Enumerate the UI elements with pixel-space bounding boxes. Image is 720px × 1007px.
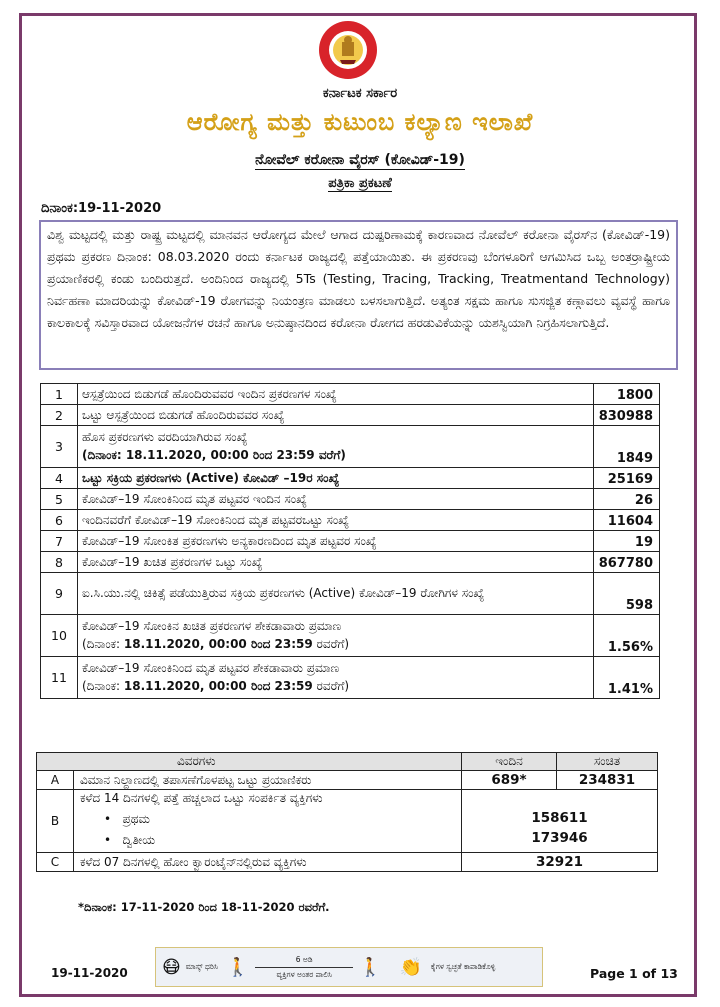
row-label: ಐ.ಸಿ.ಯು.ನಲ್ಲಿ ಚಿಕಿತ್ಸೆ ಪಡೆಯುತ್ತಿರುವ ಸಕ್ರಿಯ ಪ್ರಕರಣಗಳು (Active) ಕೋವಿಡ್–19 ರೋಗಿಗಳ ಸಂಖ್ಯೆ xyxy=(82,586,485,600)
details-table xyxy=(36,752,658,872)
details-header-row xyxy=(37,753,658,771)
footer-date: 19-11-2020 xyxy=(51,966,128,980)
table-row xyxy=(41,552,660,573)
row-value: 1849 xyxy=(594,426,660,468)
table-row xyxy=(41,510,660,531)
row-label: ಒಟ್ಟು ಆಸ್ಪತ್ರೆಯಿಂದ ಬಿಡುಗಡೆ ಹೊಂದಿರುವವರ ಸಂಖ್ಯೆ xyxy=(82,407,285,422)
press-release-text: ಪತ್ರಿಕಾ ಪ್ರಕಟಣೆ xyxy=(328,176,392,191)
row-label: ಕೋವಿಡ್–19 ಸೋಂಕಿನ ಖಚಿತ ಪ್ರಕರಣಗಳ ಶೇಕಡಾವಾರು ಪ್ರಮಾಣ xyxy=(82,619,342,633)
list-item-secondary: • ದ್ವಿತೀಯ xyxy=(104,833,156,847)
row-value: 1.41% xyxy=(594,657,660,699)
row-description xyxy=(78,657,594,699)
row-letter: B xyxy=(37,790,74,853)
secondary-label: ದ್ವಿತೀಯ xyxy=(122,833,156,847)
mask-icon: 😷 xyxy=(162,956,181,978)
row-description xyxy=(78,405,594,426)
table-row xyxy=(41,573,660,615)
date-prefix: (ದಿನಾಂಕ: xyxy=(82,679,124,693)
arrow-icon xyxy=(255,967,353,968)
row-description xyxy=(78,552,594,573)
date-suffix: ರವರೆಗೆ) xyxy=(312,679,350,693)
distance-text: ವ್ಯಕ್ತಿಗಳ ಅಂತರ ಪಾಲಿಸಿ xyxy=(276,969,332,979)
handwash-icon: 👏 xyxy=(399,956,423,978)
row-label: ಇಂದಿನವರೆಗೆ ಕೋವಿಡ್–19 ಸೋಂಕಿನಿಂದ ಮೃತ ಪಟ್ಟವರಒಟ್ಟು ಸಂಖ್ಯೆ xyxy=(82,512,350,527)
row-description xyxy=(78,573,594,615)
document-date: ದಿನಾಂಕ:19-11-2020 xyxy=(41,201,162,216)
row-number: 2 xyxy=(41,405,78,426)
row-label: ಒಟ್ಟು ಸಕ್ರಿಯ ಪ್ರಕರಣಗಳು (Active) ಕೋವಿಡ್ –19ರ ಸಂಖ್ಯೆ xyxy=(82,470,340,485)
row-description xyxy=(78,531,594,552)
row-label: ಕಳೆದ 14 ದಿನಗಳಲ್ಲಿ ಪತ್ತೆ ಹಚ್ಚಲಾದ ಒಟ್ಟು ಸಂಪರ್ಕಿತ ವ್ಯಕ್ತಿಗಳು xyxy=(80,791,323,805)
row-label: ಆಸ್ಪತ್ರೆಯಿಂದ ಬಿಡುಗಡೆ ಹೊಂದಿರುವವರ ಇಂದಿನ ಪ್ರಕರಣಗಳ ಸಂಖ್ಯೆ xyxy=(82,386,337,401)
row-number: 1 xyxy=(41,384,78,405)
distance-top-text: 6 ಅಡಿ xyxy=(295,954,313,964)
row-number: 3 xyxy=(41,426,78,468)
row-number: 8 xyxy=(41,552,78,573)
table-row xyxy=(41,531,660,552)
table-row xyxy=(41,615,660,657)
details-row-b xyxy=(37,790,658,853)
row-description xyxy=(78,489,594,510)
row-label: ಹೊಸ ಪ್ರಕರಣಗಳು ವರದಿಯಾಗಿರುವ ಸಂಖ್ಯೆ xyxy=(82,430,248,444)
table-row xyxy=(41,384,660,405)
row-letter: C xyxy=(37,853,74,872)
row-value: 11604 xyxy=(594,510,660,531)
primary-label: ಪ್ರಥಮ xyxy=(122,812,150,826)
date-range: 18.11.2020, 00:00 ರಿಂದ 23:59 xyxy=(123,679,313,693)
row-number: 6 xyxy=(41,510,78,531)
row-number: 9 xyxy=(41,573,78,615)
person-icon: 🚶 xyxy=(359,956,382,978)
row-value: 25169 xyxy=(594,468,660,489)
list-item-primary: • ಪ್ರಥಮ xyxy=(104,812,150,826)
primary-value: 158611 xyxy=(531,810,588,826)
table-row xyxy=(41,426,660,468)
row-label: ಕೋವಿಡ್–19 ಖಚಿತ ಪ್ರಕರಣಗಳ ಒಟ್ಟು ಸಂಖ್ಯೆ xyxy=(82,554,263,569)
details-row-a xyxy=(37,771,658,790)
intro-paragraph: ವಿಶ್ವ ಮಟ್ಟದಲ್ಲಿ ಮತ್ತು ರಾಷ್ಟ್ರ ಮಟ್ಟದಲ್ಲಿ ಮಾನವನ ಆರೋಗ್ಯದ ಮೇಲೆ ಆಗಾದ ದುಷ್ಪರಿಣಾಮಕ್ಕೆ ಕಾರಣವಾದ ನೋವೆಲ್ ಕರೋನಾ ವೈರಸ್‍ನ (ಕೋವಿಡ್-19) ಪ್ರಥಮ ಪ್ರಕರಣ ದಿನಾಂಕ: 08.03.2020 ರಂದು ಕರ್ನಾಟಕ ರಾಜ್ಯದಲ್ಲಿ ಪತ್ತೆಯಾಯಿತು. ಈ ಪ್ರಕರಣವು ಬೆಂಗಳೂರಿಗೆ ಆಗಮಿಸಿದ ಒಬ್ಬ ಅಂತರ್‍ರಾಷ್ಟ್ರೀಯ ಪ್ರಯಾಣಿಕರಲ್ಲಿ ಕಂಡು ಬಂದಿರುತ್ತದೆ. ಅಂದಿನಿಂದ ರಾಜ್ಯದಲ್ಲಿ 5Ts (Testing, Tracing, Tracking, Treatmentand Technology) ನಿರ್ವಹಣಾ ಮಾದರಿಯನ್ನು ಕೋವಿಡ್-19 ರೋಗವನ್ನು ನಿಯಂತ್ರಣ ಮಾಡಲು ಬಳಸಲಾಗುತ್ತಿದೆ. ಅತ್ಯಂತ ಸಕ್ಷಮ ಹಾಗೂ ಸುಸಜ್ಜಿತ ಕಣ್ಗಾವಲು ವ್ಯವಸ್ಥೆ ಹಾಗೂ ಕಾಲಕಾಲಕ್ಕೆ ಸವಿಸ್ತಾರವಾದ ಯೋಜನೆಗಳ ರಚನೆ ಹಾಗೂ ಅನುಷ್ಠಾನದಿಂದ ಕರೋನಾ ರೋಗದ ಹರಡುವಿಕೆಯನ್ನು ಯಶಸ್ವಿಯಾಗಿ ನಿಗ್ರಹಿಸಲಾಗುತ್ತಿದೆ. xyxy=(39,220,678,370)
awareness-banner xyxy=(155,947,543,987)
contacts-values xyxy=(462,790,658,853)
row-number: 10 xyxy=(41,615,78,657)
page-number: Page 1 of 13 xyxy=(590,966,678,981)
table-row xyxy=(41,657,660,699)
person-icon: 🚶 xyxy=(226,956,250,978)
cumulative-value: 234831 xyxy=(557,771,658,790)
date-prefix: (ದಿನಾಂಕ: xyxy=(82,637,124,651)
banner-mask-text: ಮಾಸ್ಕ್ ಧರಿಸಿ xyxy=(185,962,218,971)
row-letter: A xyxy=(37,771,74,790)
row-description xyxy=(78,510,594,531)
row-date-range xyxy=(82,679,589,694)
press-release-label xyxy=(0,176,720,191)
government-name: ಕರ್ನಾಟಕ ಸರ್ಕಾರ xyxy=(322,86,398,101)
row-value: 1800 xyxy=(594,384,660,405)
row-description xyxy=(78,468,594,489)
banner-hands-text: ಕೈಗಳ ಸ್ವಚ್ಛತೆ ಕಾಪಾಡಿಕೊಳ್ಳಿ xyxy=(430,962,496,971)
row-label: ಕೋವಿಡ್–19 ಸೋಂಕಿತ ಪ್ರಕರಣಗಳು ಅನ್ಯಕಾರಣದಿಂದ ಮೃತ ಪಟ್ಟವರ ಸಂಖ್ಯೆ xyxy=(82,533,377,548)
row-description xyxy=(78,384,594,405)
statistics-table xyxy=(40,383,660,699)
row-number: 4 xyxy=(41,468,78,489)
karnataka-emblem-icon xyxy=(318,20,378,80)
row-label: ಕೋವಿಡ್–19 ಸೋಂಕಿನಿಂದ ಮೃತ ಪಟ್ಟವರ ಶೇಕಡಾವಾರು ಪ್ರಮಾಣ xyxy=(82,661,340,675)
distance-block xyxy=(249,955,359,980)
date-range: 18.11.2020, 00:00 ರಿಂದ 23:59 xyxy=(123,637,313,651)
row-description xyxy=(78,426,594,468)
row-date-range xyxy=(82,637,589,652)
row-number: 7 xyxy=(41,531,78,552)
cumulative-header: ಸಂಚಿತ xyxy=(557,753,658,771)
subject-heading xyxy=(0,152,720,168)
row-number: 5 xyxy=(41,489,78,510)
quarantine-value: 32921 xyxy=(462,853,658,872)
row-number: 11 xyxy=(41,657,78,699)
date-range: (ದಿನಾಂಕ: 18.11.2020, 00:00 ರಿಂದ 23:59 ವರೆಗೆ) xyxy=(82,448,346,462)
today-value: 689* xyxy=(462,771,557,790)
row-value: 598 xyxy=(594,573,660,615)
row-value: 1.56% xyxy=(594,615,660,657)
row-description xyxy=(78,615,594,657)
row-value: 26 xyxy=(594,489,660,510)
department-title: ಆರೋಗ್ಯ ಮತ್ತು ಕುಟುಂಬ ಕಲ್ಯಾಣ ಇಲಾಖೆ xyxy=(186,108,534,136)
row-label: ಕೋವಿಡ್–19 ಸೋಂಕಿನಿಂದ ಮೃತ ಪಟ್ಟವರ ಇಂದಿನ ಸಂಖ್ಯೆ xyxy=(82,491,307,506)
table-row xyxy=(41,405,660,426)
row-label: ಕಳೆದ 07 ದಿನಗಳಲ್ಲಿ ಹೋಂ ಕ್ವಾರಂಟೈನ್‍ನಲ್ಲಿರುವ ವ್ಯಕ್ತಿಗಳು xyxy=(74,853,462,872)
today-header: ಇಂದಿನ xyxy=(462,753,557,771)
table-row xyxy=(41,468,660,489)
row-value: 867780 xyxy=(594,552,660,573)
row-date-range xyxy=(82,448,589,463)
details-header: ವಿವರಗಳು xyxy=(37,753,462,771)
details-row-c xyxy=(37,853,658,872)
footnote: *ದಿನಾಂಕ: 17-11-2020 ರಿಂದ 18-11-2020 ರವರೆಗೆ. xyxy=(78,900,330,914)
row-label-b xyxy=(74,790,462,853)
secondary-value: 173946 xyxy=(531,830,588,846)
row-label: ವಿಮಾನ ನಿಲ್ದಾಣದಲ್ಲಿ ತಪಾಸಣೆಗೊಳಪಟ್ಟ ಒಟ್ಟು ಪ್ರಯಾಣಿಕರು xyxy=(74,771,462,790)
row-value: 830988 xyxy=(594,405,660,426)
table-row xyxy=(41,489,660,510)
row-value: 19 xyxy=(594,531,660,552)
subject-text: ನೋವೆಲ್ ಕರೋನಾ ವೈರಸ್ (ಕೋವಿಡ್-19) xyxy=(255,152,465,168)
date-suffix: ರವರೆಗೆ) xyxy=(312,637,350,651)
